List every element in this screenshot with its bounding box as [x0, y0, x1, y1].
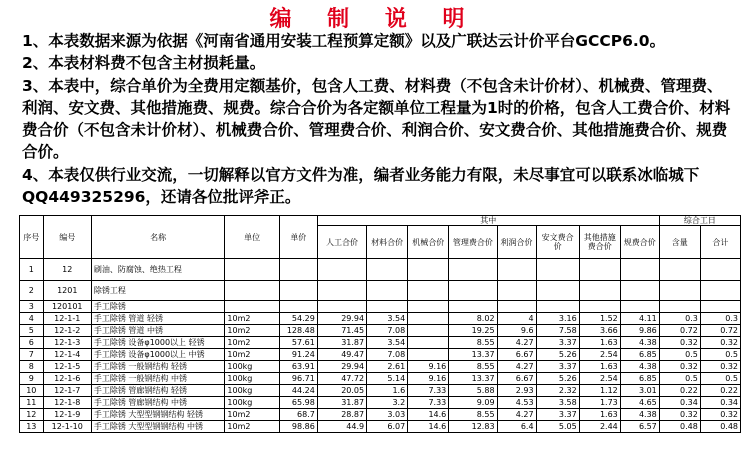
cell-fee: 6.85 [620, 349, 659, 361]
cell-name: 手工除锈 管廊钢结构 轻锈 [91, 385, 225, 397]
cell-safety: 3.16 [536, 313, 579, 325]
cell-safety: 3.37 [536, 337, 579, 349]
header-seq: 序号 [20, 216, 44, 259]
cell-machine: 7.33 [408, 385, 449, 397]
header-group-labor-day: 综合工日 [659, 216, 740, 226]
cell-name: 手工除锈 设备φ1000以上 中锈 [91, 349, 225, 361]
cell-total: 0.34 [700, 397, 740, 409]
cell-price: 65.98 [279, 397, 317, 409]
cell-qty: 0.3 [659, 313, 700, 325]
table-row [20, 281, 741, 301]
cell-unit: 10m2 [225, 325, 279, 337]
cell-seq: 7 [20, 349, 44, 361]
table-row [20, 373, 741, 385]
cell-name: 手工除锈 管廊钢结构 中锈 [91, 397, 225, 409]
cell-safety: 3.37 [536, 361, 579, 373]
cell-seq: 9 [20, 373, 44, 385]
note-1: 1、本表数据来源为依据《河南省通用安装工程预算定额》以及广联达云计价平台GCCP6.0。 [22, 32, 666, 50]
notes [22, 30, 734, 208]
cell-mgmt [449, 281, 497, 301]
cell-labor: 44.9 [317, 421, 366, 433]
cell-seq: 4 [20, 313, 44, 325]
cell-name: 手工除锈 大型型钢钢结构 轻锈 [91, 409, 225, 421]
cell-safety: 5.05 [536, 421, 579, 433]
cell-other: 2.54 [579, 349, 620, 361]
cell-machine [408, 259, 449, 281]
cell-labor [317, 281, 366, 301]
cell-total [700, 259, 740, 281]
cell-profit [497, 281, 536, 301]
cell-seq: 10 [20, 385, 44, 397]
cell-material: 7.08 [367, 325, 408, 337]
cell-qty [659, 281, 700, 301]
cell-material: 3.54 [367, 313, 408, 325]
cell-unit: 100kg [225, 385, 279, 397]
header-safety: 安文费合价 [536, 226, 579, 259]
cell-machine: 7.33 [408, 397, 449, 409]
page-title: 编 制 说 明 [269, 6, 479, 32]
cell-fee: 4.38 [620, 409, 659, 421]
cell-fee [620, 259, 659, 281]
cell-code: 12-1-6 [43, 373, 91, 385]
cell-code: 12-1-5 [43, 361, 91, 373]
cell-machine: 14.6 [408, 421, 449, 433]
cell-code: 12 [43, 259, 91, 281]
cell-name: 手工除锈 大型型钢钢结构 中锈 [91, 421, 225, 433]
cell-qty: 0.22 [659, 385, 700, 397]
cell-mgmt: 13.37 [449, 349, 497, 361]
cell-labor: 20.05 [317, 385, 366, 397]
cell-seq: 12 [20, 409, 44, 421]
cell-unit: 10m2 [225, 421, 279, 433]
cell-fee: 4.11 [620, 313, 659, 325]
cell-price: 54.29 [279, 313, 317, 325]
table-row [20, 421, 741, 433]
cell-unit: 10m2 [225, 313, 279, 325]
cell-labor: 49.47 [317, 349, 366, 361]
cell-profit: 4.27 [497, 361, 536, 373]
table-row [20, 409, 741, 421]
cell-code: 1201 [43, 281, 91, 301]
table-row [20, 385, 741, 397]
cell-price [279, 301, 317, 313]
cell-total: 0.72 [700, 325, 740, 337]
cell-unit: 100kg [225, 361, 279, 373]
header-machine: 机械合价 [408, 226, 449, 259]
header-group-including: 其中 [317, 216, 659, 226]
cell-safety [536, 259, 579, 281]
cell-material [367, 301, 408, 313]
cell-labor: 47.72 [317, 373, 366, 385]
price-table [19, 215, 741, 433]
header-unit-price: 单价 [279, 216, 317, 259]
cell-other: 1.63 [579, 337, 620, 349]
cell-unit: 100kg [225, 397, 279, 409]
cell-code: 12-1-9 [43, 409, 91, 421]
cell-other [579, 301, 620, 313]
cell-price: 44.24 [279, 385, 317, 397]
cell-price: 98.86 [279, 421, 317, 433]
table-row [20, 301, 741, 313]
cell-mgmt [449, 259, 497, 281]
cell-profit: 4.27 [497, 337, 536, 349]
cell-labor: 28.87 [317, 409, 366, 421]
cell-fee: 6.85 [620, 373, 659, 385]
cell-labor: 29.94 [317, 361, 366, 373]
cell-seq: 6 [20, 337, 44, 349]
cell-material: 6.07 [367, 421, 408, 433]
cell-other: 3.66 [579, 325, 620, 337]
cell-mgmt: 8.55 [449, 337, 497, 349]
cell-qty: 0.32 [659, 361, 700, 373]
cell-machine: 9.16 [408, 361, 449, 373]
header-code: 编号 [43, 216, 91, 259]
cell-machine [408, 313, 449, 325]
cell-code: 12-1-1 [43, 313, 91, 325]
cell-qty [659, 259, 700, 281]
cell-other: 1.52 [579, 313, 620, 325]
cell-material: 2.61 [367, 361, 408, 373]
cell-other: 1.73 [579, 397, 620, 409]
cell-machine [408, 325, 449, 337]
cell-fee: 9.86 [620, 325, 659, 337]
cell-machine [408, 337, 449, 349]
cell-price [279, 281, 317, 301]
cell-code: 12-1-2 [43, 325, 91, 337]
cell-profit: 9.6 [497, 325, 536, 337]
cell-material: 1.6 [367, 385, 408, 397]
cell-other [579, 281, 620, 301]
cell-qty: 0.34 [659, 397, 700, 409]
cell-profit: 4.53 [497, 397, 536, 409]
cell-price: 63.91 [279, 361, 317, 373]
cell-safety: 3.37 [536, 409, 579, 421]
cell-material [367, 281, 408, 301]
cell-fee: 6.57 [620, 421, 659, 433]
cell-seq: 1 [20, 259, 44, 281]
note-3: 3、本表中，综合单价为全费用定额基价，包含人工费、材料费（不包含未计价材）、机械费、管理费、利润、安文费、其他措施费、规费。综合合价为各定额单位工程量为1时的价格，包含人工费合价、材料费合价（不包含未计价材）、机械费合价、管理费合价、利润合价、安文费合价、其他措施费合价、规费合价。 [22, 76, 731, 162]
cell-fee: 4.65 [620, 397, 659, 409]
cell-labor [317, 259, 366, 281]
cell-code: 12-1-3 [43, 337, 91, 349]
cell-other: 1.12 [579, 385, 620, 397]
cell-safety [536, 301, 579, 313]
cell-qty [659, 301, 700, 313]
cell-total: 0.5 [700, 373, 740, 385]
header-fee: 规费合价 [620, 226, 659, 259]
cell-profit: 4.27 [497, 409, 536, 421]
cell-seq: 13 [20, 421, 44, 433]
cell-total: 0.32 [700, 409, 740, 421]
cell-unit [225, 301, 279, 313]
cell-mgmt: 9.09 [449, 397, 497, 409]
cell-safety: 5.26 [536, 373, 579, 385]
cell-total: 0.22 [700, 385, 740, 397]
cell-profit: 2.93 [497, 385, 536, 397]
cell-mgmt: 13.37 [449, 373, 497, 385]
header-qty: 含量 [659, 226, 700, 259]
header-labor: 人工合价 [317, 226, 366, 259]
cell-profit [497, 259, 536, 281]
header-management: 管理费合价 [449, 226, 497, 259]
cell-mgmt: 8.55 [449, 409, 497, 421]
cell-unit: 100kg [225, 373, 279, 385]
cell-unit: 10m2 [225, 409, 279, 421]
cell-safety: 7.58 [536, 325, 579, 337]
cell-name: 手工除锈 设备φ1000以上 轻锈 [91, 337, 225, 349]
cell-fee: 4.38 [620, 361, 659, 373]
table-row [20, 397, 741, 409]
cell-name: 手工除锈 一般钢结构 中锈 [91, 373, 225, 385]
cell-name: 手工除锈 管道 轻锈 [91, 313, 225, 325]
cell-total: 0.32 [700, 337, 740, 349]
table-row [20, 325, 741, 337]
cell-material: 5.14 [367, 373, 408, 385]
table-row [20, 313, 741, 325]
cell-code: 120101 [43, 301, 91, 313]
header-total: 合计 [700, 226, 740, 259]
cell-price [279, 259, 317, 281]
cell-qty: 0.72 [659, 325, 700, 337]
header-unit: 单位 [225, 216, 279, 259]
cell-material: 3.54 [367, 337, 408, 349]
cell-machine: 9.16 [408, 373, 449, 385]
cell-fee: 4.38 [620, 337, 659, 349]
cell-seq: 5 [20, 325, 44, 337]
cell-safety [536, 281, 579, 301]
cell-seq: 8 [20, 361, 44, 373]
cell-safety: 2.32 [536, 385, 579, 397]
cell-safety: 5.26 [536, 349, 579, 361]
cell-total: 0.3 [700, 313, 740, 325]
cell-labor: 31.87 [317, 337, 366, 349]
table-row [20, 259, 741, 281]
cell-fee [620, 301, 659, 313]
cell-labor: 71.45 [317, 325, 366, 337]
cell-fee: 3.01 [620, 385, 659, 397]
cell-profit: 4 [497, 313, 536, 325]
note-2: 2、本表材料费不包含主材损耗量。 [22, 54, 266, 73]
cell-unit [225, 281, 279, 301]
cell-seq: 11 [20, 397, 44, 409]
cell-total [700, 281, 740, 301]
cell-total: 0.32 [700, 361, 740, 373]
table-body [20, 259, 741, 433]
cell-material: 7.08 [367, 349, 408, 361]
cell-labor: 31.87 [317, 397, 366, 409]
cell-price: 57.61 [279, 337, 317, 349]
cell-profit: 6.67 [497, 349, 536, 361]
cell-seq: 2 [20, 281, 44, 301]
cell-unit [225, 259, 279, 281]
header-other: 其他措施费合价 [579, 226, 620, 259]
cell-material: 3.2 [367, 397, 408, 409]
cell-total [700, 301, 740, 313]
cell-labor [317, 301, 366, 313]
cell-other: 1.63 [579, 361, 620, 373]
cell-mgmt: 5.88 [449, 385, 497, 397]
cell-labor: 29.94 [317, 313, 366, 325]
cell-machine [408, 301, 449, 313]
cell-other: 1.63 [579, 409, 620, 421]
cell-profit: 6.4 [497, 421, 536, 433]
cell-unit: 10m2 [225, 337, 279, 349]
cell-safety: 3.58 [536, 397, 579, 409]
header-profit: 利润合价 [497, 226, 536, 259]
cell-profit [497, 301, 536, 313]
cell-total: 0.48 [700, 421, 740, 433]
cell-other: 2.44 [579, 421, 620, 433]
table-row [20, 349, 741, 361]
cell-qty: 0.48 [659, 421, 700, 433]
cell-machine: 14.6 [408, 409, 449, 421]
cell-mgmt: 8.55 [449, 361, 497, 373]
note-4: 4、本表仅供行业交流，一切解释以官方文件为准，编者业务能力有限，未尽事宜可以联系冰临城下QQ449325296，还请各位批评斧正。 [22, 165, 700, 207]
cell-mgmt: 19.25 [449, 325, 497, 337]
cell-mgmt: 12.83 [449, 421, 497, 433]
cell-qty: 0.5 [659, 349, 700, 361]
table-row [20, 361, 741, 373]
cell-qty: 0.5 [659, 373, 700, 385]
cell-code: 12-1-10 [43, 421, 91, 433]
cell-price: 91.24 [279, 349, 317, 361]
cell-other [579, 259, 620, 281]
cell-material [367, 259, 408, 281]
cell-profit: 6.67 [497, 373, 536, 385]
cell-name: 手工除锈 管道 中锈 [91, 325, 225, 337]
cell-unit: 10m2 [225, 349, 279, 361]
table-row [20, 337, 741, 349]
cell-price: 68.7 [279, 409, 317, 421]
cell-material: 3.03 [367, 409, 408, 421]
cell-name: 手工除锈 [91, 301, 225, 313]
cell-other: 2.54 [579, 373, 620, 385]
header-material: 材料合价 [367, 226, 408, 259]
cell-machine [408, 281, 449, 301]
cell-name: 手工除锈 一般钢结构 轻锈 [91, 361, 225, 373]
cell-qty: 0.32 [659, 337, 700, 349]
cell-seq: 3 [20, 301, 44, 313]
header-name: 名称 [91, 216, 225, 259]
cell-fee [620, 281, 659, 301]
cell-total: 0.5 [700, 349, 740, 361]
cell-code: 12-1-7 [43, 385, 91, 397]
cell-name: 除锈工程 [91, 281, 225, 301]
cell-price: 128.48 [279, 325, 317, 337]
cell-mgmt: 8.02 [449, 313, 497, 325]
cell-code: 12-1-4 [43, 349, 91, 361]
cell-mgmt [449, 301, 497, 313]
cell-qty: 0.32 [659, 409, 700, 421]
cell-price: 96.71 [279, 373, 317, 385]
cell-name: 刷油、防腐蚀、绝热工程 [91, 259, 225, 281]
cell-code: 12-1-8 [43, 397, 91, 409]
cell-machine [408, 349, 449, 361]
